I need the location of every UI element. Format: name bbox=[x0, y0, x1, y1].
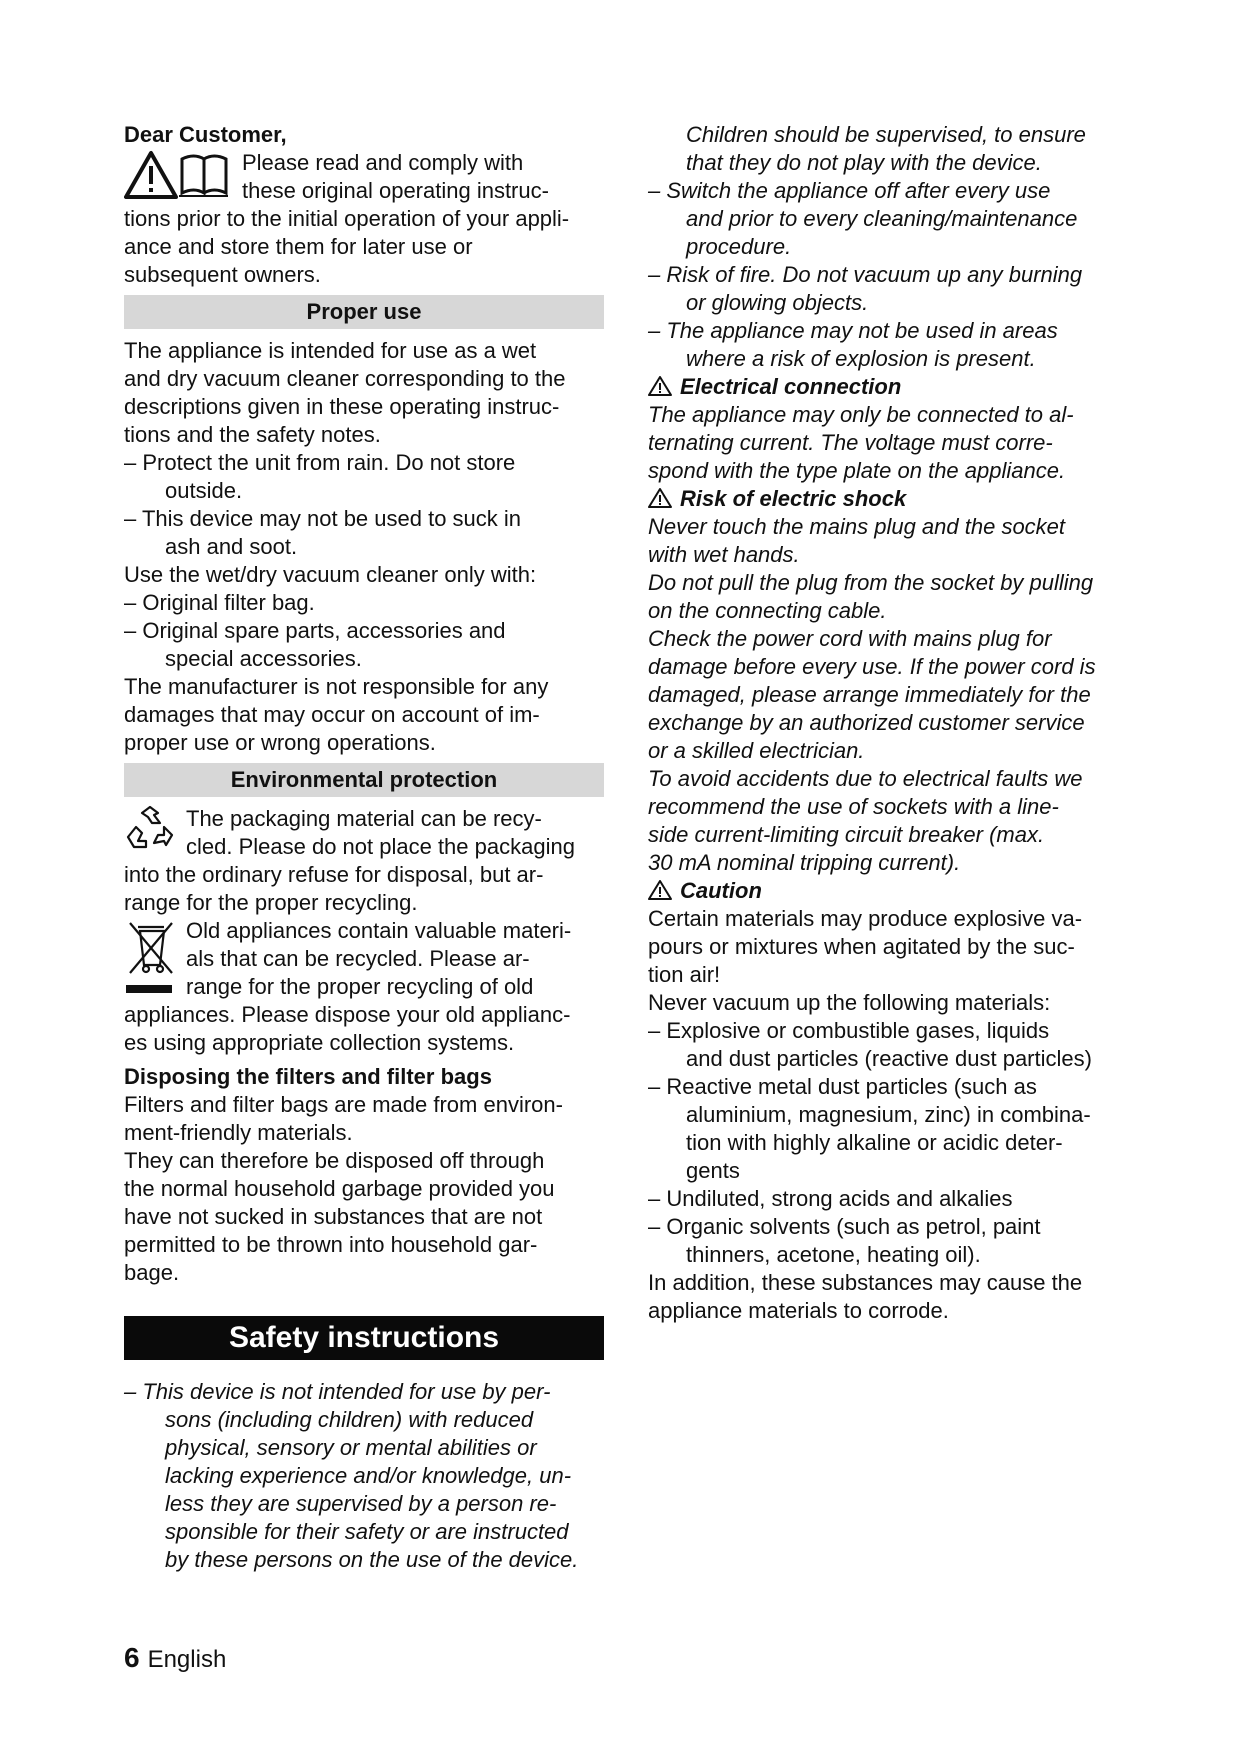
text-line: bage. bbox=[124, 1260, 180, 1285]
electric-shock-heading bbox=[648, 485, 1138, 513]
text-line: spond with the type plate on the appliance. bbox=[648, 458, 1066, 483]
text-line: into the ordinary refuse for disposal, but ar- bbox=[124, 862, 544, 887]
text-line: Filters and filter bags are made from environ- bbox=[124, 1092, 563, 1117]
safety-bullets bbox=[648, 177, 1138, 373]
text-line: ment-friendly materials. bbox=[124, 1120, 353, 1145]
bullet-continuation: and prior to every cleaning/maintenance bbox=[686, 206, 1078, 231]
right-column bbox=[648, 121, 1138, 1325]
intro-block bbox=[124, 149, 604, 289]
text-line: The appliance is intended for use as a wet bbox=[124, 338, 537, 363]
bullet-continuation: less they are supervised by a person re- bbox=[165, 1491, 557, 1516]
text-line: descriptions given in these operating instruc- bbox=[124, 394, 560, 419]
language-label: English bbox=[147, 1646, 227, 1673]
warning-manual-icon bbox=[124, 149, 230, 208]
recycle-icon bbox=[124, 805, 176, 862]
heading-text: Electrical connection bbox=[680, 374, 902, 399]
text-line: Old appliances contain valuable materi- bbox=[186, 918, 572, 943]
bullet-continuation: sons (including children) with reduced bbox=[165, 1407, 534, 1432]
text-line: The packaging material can be recy- bbox=[186, 806, 542, 831]
text-line: tions and the safety notes. bbox=[124, 422, 381, 447]
text-line: Check the power cord with mains plug for bbox=[648, 626, 1052, 651]
section-heading-safety-instructions: Safety instructions bbox=[124, 1316, 604, 1360]
recycle-block bbox=[124, 805, 604, 917]
bullet-continuation: gents bbox=[686, 1158, 740, 1183]
bullet-continuation: where a risk of explosion is present. bbox=[686, 346, 1036, 371]
text-line: that they do not play with the device. bbox=[686, 150, 1042, 175]
text-line: pours or mixtures when agitated by the suc- bbox=[648, 934, 1075, 959]
bullet-continuation: sponsible for their safety or are instructed bbox=[165, 1519, 569, 1544]
bullet-line: – The appliance may not be used in areas bbox=[648, 318, 1058, 343]
intro-line: ance and store them for later use or bbox=[124, 234, 473, 259]
left-column bbox=[124, 121, 604, 1574]
intro-line: subsequent owners. bbox=[124, 262, 321, 287]
bullet-line: – Organic solvents (such as petrol, paint bbox=[648, 1214, 1041, 1239]
text-line: Certain materials may produce explosive va- bbox=[648, 906, 1083, 931]
text-line: proper use or wrong operations. bbox=[124, 730, 436, 755]
text-line: have not sucked in substances that are not bbox=[124, 1204, 543, 1229]
intro-line: tions prior to the initial operation of your appli- bbox=[124, 206, 570, 231]
bullet-line: – Reactive metal dust particles (such as bbox=[648, 1074, 1037, 1099]
text-line: damage before every use. If the power cord is bbox=[648, 654, 1096, 679]
text-line: damaged, please arrange immediately for the bbox=[648, 682, 1091, 707]
text-line: permitted to be thrown into household gar- bbox=[124, 1232, 538, 1257]
text-line: 30 mA nominal tripping current). bbox=[648, 850, 961, 875]
bullet-continuation: aluminium, magnesium, zinc) in combina- bbox=[686, 1102, 1091, 1127]
text-line: recommend the use of sockets with a line- bbox=[648, 794, 1059, 819]
electrical-text bbox=[648, 401, 1138, 485]
bullet-continuation: procedure. bbox=[686, 234, 792, 259]
bullet-line: – Protect the unit from rain. Do not store bbox=[124, 450, 516, 475]
bullet-continuation: thinners, acetone, heating oil). bbox=[686, 1242, 981, 1267]
heading-text: Risk of electric shock bbox=[680, 486, 907, 511]
electric-shock-text bbox=[648, 513, 1138, 877]
text-line: exchange by an authorized customer service bbox=[648, 710, 1085, 735]
bullet-continuation: and dust particles (reactive dust particles) bbox=[686, 1046, 1092, 1071]
text-line: es using appropriate collection systems. bbox=[124, 1030, 515, 1055]
text-line: Children should be supervised, to ensure bbox=[686, 122, 1086, 147]
text-line: Use the wet/dry vacuum cleaner only with: bbox=[124, 562, 537, 587]
bullet-line: – This device is not intended for use by per- bbox=[124, 1379, 551, 1404]
text-line: Never vacuum up the following materials: bbox=[648, 990, 1051, 1015]
text-line: They can therefore be disposed off through bbox=[124, 1148, 545, 1173]
text-line: cled. Please do not place the packaging bbox=[186, 834, 575, 859]
bullet-line: – Risk of fire. Do not vacuum up any burning bbox=[648, 262, 1083, 287]
bullet-continuation: lacking experience and/or knowledge, un- bbox=[165, 1463, 572, 1488]
text-line: Never touch the mains plug and the socket bbox=[648, 514, 1066, 539]
text-line: or a skilled electrician. bbox=[648, 738, 865, 763]
page-number: 6 bbox=[124, 1642, 140, 1673]
bullet-line: – Original spare parts, accessories and bbox=[124, 618, 506, 643]
text-line: appliance materials to corrode. bbox=[648, 1298, 949, 1323]
bullet-continuation: physical, sensory or mental abilities or bbox=[165, 1435, 537, 1460]
text-line: The manufacturer is not responsible for any bbox=[124, 674, 549, 699]
warning-icon bbox=[648, 487, 672, 509]
text-line: ternating current. The voltage must corre- bbox=[648, 430, 1053, 455]
bullet-line: – Original filter bag. bbox=[124, 590, 315, 615]
text-line: damages that may occur on account of im- bbox=[124, 702, 540, 727]
safety-bullet bbox=[124, 1378, 604, 1574]
text-line: and dry vacuum cleaner corresponding to the bbox=[124, 366, 566, 391]
text-line: on the connecting cable. bbox=[648, 598, 887, 623]
bullet-continuation: outside. bbox=[165, 478, 243, 503]
text-line: In addition, these substances may cause the bbox=[648, 1270, 1083, 1295]
page-footer bbox=[124, 1644, 226, 1674]
text-line: als that can be recycled. Please ar- bbox=[186, 946, 530, 971]
bullet-line: – This device may not be used to suck in bbox=[124, 506, 522, 531]
bullet-continuation: tion with highly alkaline or acidic deter- bbox=[686, 1130, 1063, 1155]
bullet-line: – Switch the appliance off after every use bbox=[648, 178, 1051, 203]
warning-icon bbox=[648, 879, 672, 901]
text-line: with wet hands. bbox=[648, 542, 800, 567]
weee-block bbox=[124, 917, 604, 1057]
text-line: Do not pull the plug from the socket by pulling bbox=[648, 570, 1094, 595]
crossed-bin-icon bbox=[124, 917, 176, 1004]
text-line: range for the proper recycling of old bbox=[186, 974, 534, 999]
section-heading-environmental-protection: Environmental protection bbox=[124, 763, 604, 797]
text-line: appliances. Please dispose your old applianc- bbox=[124, 1002, 571, 1027]
bullet-continuation: by these persons on the use of the device. bbox=[165, 1547, 579, 1572]
bullet-line: – Explosive or combustible gases, liquids bbox=[648, 1018, 1050, 1043]
caution-heading bbox=[648, 877, 1138, 905]
intro-line: these original operating instruc- bbox=[242, 178, 549, 203]
text-line: The appliance may only be connected to al- bbox=[648, 402, 1074, 427]
text-line: range for the proper recycling. bbox=[124, 890, 418, 915]
bullet-continuation: special accessories. bbox=[165, 646, 362, 671]
text-line: tion air! bbox=[648, 962, 721, 987]
heading-text: Caution bbox=[680, 878, 762, 903]
section-heading-proper-use: Proper use bbox=[124, 295, 604, 329]
warning-icon bbox=[648, 375, 672, 397]
children-note bbox=[648, 121, 1138, 177]
electrical-connection-heading bbox=[648, 373, 1138, 401]
filters-heading: Disposing the filters and filter bags bbox=[124, 1064, 492, 1089]
bullet-line: – Undiluted, strong acids and alkalies bbox=[648, 1186, 1013, 1211]
intro-line: Please read and comply with bbox=[242, 150, 524, 175]
text-line: the normal household garbage provided you bbox=[124, 1176, 555, 1201]
bullet-continuation: ash and soot. bbox=[165, 534, 298, 559]
text-line: side current-limiting circuit breaker (max. bbox=[648, 822, 1045, 847]
greeting: Dear Customer, bbox=[124, 122, 287, 147]
text-line: To avoid accidents due to electrical faults we bbox=[648, 766, 1083, 791]
bullet-continuation: or glowing objects. bbox=[686, 290, 869, 315]
